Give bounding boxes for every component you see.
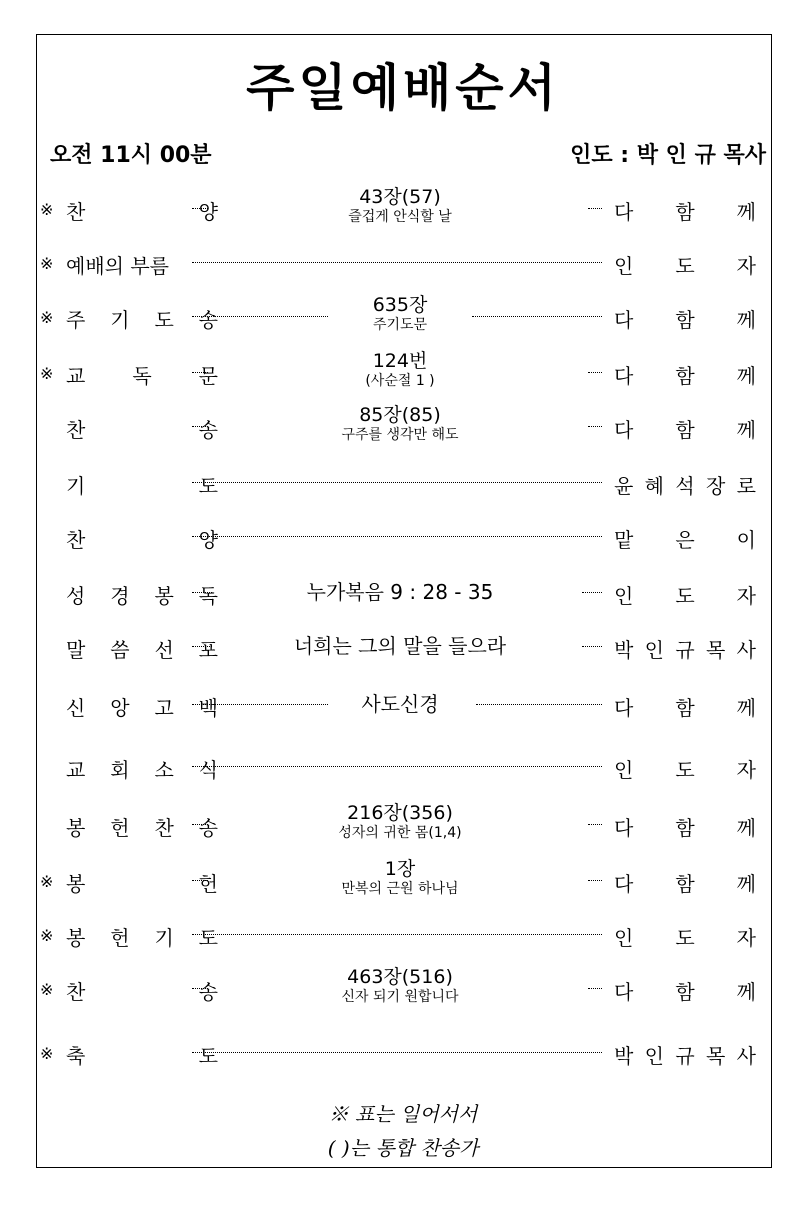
item-leader-char: 사	[736, 638, 756, 662]
item-detail	[200, 858, 600, 898]
item-label-char: 앙	[110, 696, 130, 720]
service-item	[40, 746, 764, 786]
item-label-char: 씀	[110, 638, 130, 662]
service-item	[40, 188, 764, 228]
service-item	[40, 242, 764, 282]
item-leader	[614, 580, 756, 609]
item-label-char: 소	[154, 758, 174, 782]
item-leader-char: 께	[736, 418, 756, 442]
dotted-leader	[192, 766, 602, 767]
hymn-title: 만복의 근원 하나님	[341, 881, 459, 897]
service-item	[40, 968, 764, 1008]
hymn-title: 즐겁게 안식할 날	[348, 209, 452, 225]
item-leader	[614, 250, 756, 279]
service-time: 오전 11시 00분	[50, 143, 212, 168]
item-label	[66, 360, 218, 389]
item-label	[66, 812, 218, 841]
item-leader-char: 규	[675, 1044, 695, 1068]
service-item	[40, 516, 764, 556]
hymn-title: 신자 되기 원합니다	[341, 989, 459, 1005]
item-leader-char: 박	[614, 1044, 634, 1068]
standing-mark: ※	[40, 926, 54, 945]
item-label-char: 헌	[110, 926, 130, 950]
item-label-char: 독	[198, 584, 218, 608]
item-label-char: 고	[154, 696, 174, 720]
item-leader-char: 혜	[644, 474, 664, 498]
item-label-char: 신	[66, 696, 86, 720]
item-label: 예배의 부름	[66, 254, 169, 278]
hymn-number: 635장	[372, 294, 428, 316]
item-label-char: 식	[198, 758, 218, 782]
item-leader-char: 다	[614, 308, 634, 332]
hymn-title: 구주를 생각만 해도	[341, 427, 459, 443]
service-item	[40, 914, 764, 954]
hymn-number: 85장(85)	[359, 404, 441, 426]
item-label-char: 선	[154, 638, 174, 662]
item-leader-char: 도	[675, 926, 695, 950]
dotted-leader	[192, 1052, 602, 1053]
item-leader	[614, 634, 756, 663]
item-label-char: 도	[198, 926, 218, 950]
item-label-char: 송	[198, 308, 218, 332]
standing-mark: ※	[40, 254, 54, 273]
service-item	[40, 462, 764, 502]
item-leader-char: 도	[675, 254, 695, 278]
item-detail	[200, 626, 600, 666]
item-leader-char: 인	[614, 584, 634, 608]
item-label	[66, 692, 218, 721]
item-label-char: 말	[66, 638, 86, 662]
item-leader-char: 로	[736, 474, 756, 498]
dotted-leader	[192, 934, 602, 935]
item-leader-char: 자	[736, 758, 756, 782]
item-label	[66, 1040, 218, 1069]
dotted-leader	[192, 536, 602, 537]
item-leader-char: 께	[736, 200, 756, 224]
item-leader-char: 함	[675, 200, 695, 224]
item-label-char: 송	[198, 816, 218, 840]
item-leader-char: 도	[675, 584, 695, 608]
item-leader-char: 다	[614, 200, 634, 224]
item-label-char: 교	[66, 758, 86, 782]
item-leader	[614, 360, 756, 389]
service-item	[40, 804, 764, 844]
item-detail	[200, 966, 600, 1006]
item-label-char: 포	[198, 638, 218, 662]
item-label-char: 회	[110, 758, 130, 782]
item-leader-char: 맡	[614, 528, 634, 552]
item-label-char: 찬	[66, 418, 86, 442]
item-label-char: 찬	[66, 980, 86, 1004]
item-leader-char: 장	[705, 474, 726, 498]
item-leader-char: 께	[736, 872, 756, 896]
item-label-char: 문	[198, 364, 218, 388]
item-leader-char: 석	[675, 474, 695, 498]
item-leader-char: 함	[675, 980, 695, 1004]
item-label	[66, 580, 218, 609]
item-label-char: 독	[132, 364, 152, 388]
item-leader-char: 인	[614, 926, 634, 950]
item-leader-char: 다	[614, 816, 634, 840]
item-leader-char: 함	[675, 816, 695, 840]
item-leader-char: 자	[736, 254, 756, 278]
item-label-char: 양	[198, 200, 218, 224]
item-leader-char: 다	[614, 980, 634, 1004]
item-label	[66, 196, 218, 225]
item-leader-char: 인	[614, 254, 634, 278]
item-detail	[200, 684, 600, 724]
item-leader-char: 께	[736, 308, 756, 332]
item-leader-char: 함	[675, 696, 695, 720]
item-leader	[614, 470, 756, 499]
item-detail	[200, 404, 600, 444]
item-leader-char: 윤	[614, 474, 634, 498]
note-standing: ※ 표는 일어서서	[328, 1102, 478, 1126]
item-label-char: 주	[66, 308, 86, 332]
item-detail-text: 누가복음 9 : 28 - 35	[306, 580, 494, 604]
item-leader-char: 께	[736, 364, 756, 388]
item-label-char: 송	[198, 980, 218, 1004]
standing-mark: ※	[40, 200, 54, 219]
item-label-char: 도	[198, 1044, 218, 1068]
item-label	[66, 470, 218, 499]
item-leader	[614, 1040, 756, 1069]
item-label-char: 봉	[66, 872, 86, 896]
item-label-char: 헌	[198, 872, 218, 896]
page-title: 주일예배순서	[246, 59, 560, 117]
item-leader-char: 다	[614, 364, 634, 388]
hymn-number: 43장(57)	[359, 186, 441, 208]
item-leader	[614, 868, 756, 897]
item-label-char: 경	[110, 584, 130, 608]
item-leader-char: 도	[675, 758, 695, 782]
item-detail	[200, 802, 600, 842]
item-leader-char: 인	[644, 638, 664, 662]
item-leader-char: 이	[736, 528, 756, 552]
item-leader-char: 자	[736, 584, 756, 608]
service-item	[40, 352, 764, 392]
service-item	[40, 296, 764, 336]
item-leader	[614, 524, 756, 553]
hymn-number: 124번	[372, 350, 428, 372]
service-item	[40, 572, 764, 612]
hymn-title: 주기도문	[372, 317, 428, 333]
item-leader-char: 다	[614, 418, 634, 442]
item-detail-text: 사도신경	[361, 692, 439, 716]
item-label-char: 봉	[154, 584, 174, 608]
item-leader-char: 께	[736, 696, 756, 720]
item-label-char: 찬	[154, 816, 174, 840]
service-item	[40, 1032, 764, 1072]
item-leader-char: 함	[675, 418, 695, 442]
item-label-char: 도	[154, 308, 174, 332]
item-leader-char: 다	[614, 696, 634, 720]
item-detail	[200, 294, 600, 334]
item-leader-char: 박	[614, 638, 634, 662]
item-label	[66, 922, 218, 951]
item-label-char: 찬	[66, 200, 86, 224]
item-leader-char: 께	[736, 816, 756, 840]
note-hymnal: ( )는 통합 찬송가	[327, 1136, 479, 1160]
item-leader-char: 다	[614, 872, 634, 896]
dotted-leader	[192, 482, 602, 483]
dotted-leader	[192, 262, 602, 263]
item-leader-char: 께	[736, 980, 756, 1004]
item-label-char: 축	[66, 1044, 86, 1068]
item-detail	[200, 572, 600, 612]
item-leader	[614, 976, 756, 1005]
item-label-char: 송	[198, 418, 218, 442]
item-leader	[614, 196, 756, 225]
standing-mark: ※	[40, 980, 54, 999]
item-label	[66, 634, 218, 663]
item-label-char: 봉	[66, 816, 86, 840]
item-label-char: 백	[198, 696, 218, 720]
item-detail-text: 너희는 그의 말을 들으라	[293, 634, 507, 658]
item-leader-char: 사	[736, 1044, 756, 1068]
item-label-char: 찬	[66, 528, 86, 552]
item-leader	[614, 922, 756, 951]
standing-mark: ※	[40, 872, 54, 891]
item-label	[66, 754, 218, 783]
item-detail	[200, 350, 600, 390]
hymn-title: (사순절 1 )	[365, 373, 435, 389]
item-leader-char: 목	[705, 1044, 726, 1068]
item-label	[66, 524, 218, 553]
item-leader-char: 인	[644, 1044, 664, 1068]
service-item	[40, 860, 764, 900]
item-label	[66, 414, 218, 443]
item-label-char: 헌	[110, 816, 130, 840]
standing-mark: ※	[40, 364, 54, 383]
item-detail	[200, 186, 600, 226]
item-leader-char: 목	[705, 638, 726, 662]
hymn-number: 1장	[384, 858, 416, 880]
hymn-number: 463장(516)	[347, 966, 453, 988]
item-label-char: 기	[154, 926, 174, 950]
item-leader	[614, 754, 756, 783]
item-leader-char: 함	[675, 308, 695, 332]
standing-mark: ※	[40, 308, 54, 327]
item-leader	[614, 812, 756, 841]
item-leader-char: 규	[675, 638, 695, 662]
item-label-char: 도	[198, 474, 218, 498]
item-leader-char: 자	[736, 926, 756, 950]
service-item	[40, 626, 764, 666]
hymn-number: 216장(356)	[347, 802, 453, 824]
item-leader	[614, 414, 756, 443]
item-leader	[614, 304, 756, 333]
item-leader-char: 함	[675, 872, 695, 896]
standing-mark: ※	[40, 1044, 54, 1063]
item-label-char: 기	[110, 308, 130, 332]
item-label-char: 양	[198, 528, 218, 552]
item-label	[66, 976, 218, 1005]
hymn-title: 성자의 귀한 몸(1,4)	[338, 825, 462, 841]
item-leader-char: 인	[614, 758, 634, 782]
item-label	[66, 868, 218, 897]
item-label-char: 기	[66, 474, 86, 498]
item-label-char: 교	[66, 364, 86, 388]
item-label-char: 봉	[66, 926, 86, 950]
service-item	[40, 684, 764, 724]
item-leader-char: 은	[675, 528, 695, 552]
item-label-char: 성	[66, 584, 86, 608]
item-leader	[614, 692, 756, 721]
item-leader-char: 함	[675, 364, 695, 388]
service-item	[40, 406, 764, 446]
item-label	[66, 304, 218, 333]
service-leader: 인도 : 박 인 규 목사	[570, 143, 766, 168]
